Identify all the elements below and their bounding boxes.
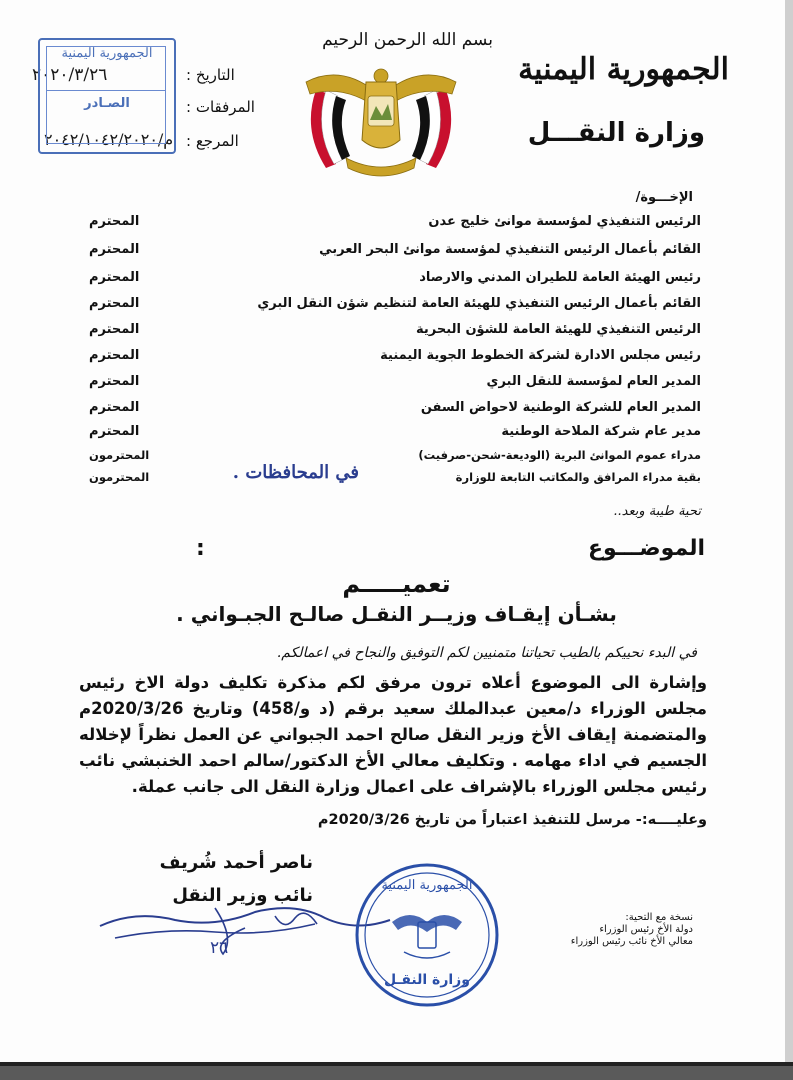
scan-edge-right: [785, 0, 793, 1066]
signatory-title: نائب وزير النقل: [172, 885, 313, 906]
recipient-honorific: المحترمون: [89, 448, 150, 462]
subject-label: الموضـــوع: [588, 536, 705, 561]
handwritten-addition: في المحافظات .: [232, 462, 359, 483]
handwritten-salute: في البدء نحييكم بالطيب تحياتنا متمنيين لكم التوفيق والنجاح في اعمالكم.: [276, 645, 697, 661]
scan-edge-bottom: [0, 1066, 793, 1080]
recipient-honorific: المحترم: [89, 296, 140, 311]
subject-colon: :: [196, 536, 205, 561]
reference-label: المرجع :: [186, 132, 239, 150]
recipient-row: [89, 296, 701, 316]
recipient-row: [89, 400, 701, 420]
recipient-name: مدراء عموم الموانئ البرية (الوديعة-شحن-صرفيت): [418, 448, 701, 462]
recipient-row: [89, 448, 701, 468]
letter-body: وإشارة الى الموضوع أعلاه ترون مرفق لكم مذكرة تكليف دولة الاخ رئيس مجلس الوزراء د/معين عبدالملك سعيد برقم (د و/458) وتاريخ 2020/3/26م والمتضمنة إيقاف الأخ وزير النقل صالح احمد الجبواني عن العمل نظراً لإخلاله الجسيم في اداء مهامه . وتكليف معالي الأخ الدكتور/سالم احمد الخنبشي نائب رئيس مجلس الوزراء بالإشراف على اعمال وزارة النقل الى جانب عملة.: [79, 673, 708, 796]
recipient-name: رئيس الهيئة العامة للطيران المدني والارصاد: [419, 270, 701, 285]
subject-regarding: بشـأن إيقـاف وزيــر النقـل صالـح الجبـواني .: [176, 602, 617, 626]
recipient-row: [89, 424, 701, 444]
basmala: بسم الله الرحمن الرحيم: [322, 30, 493, 50]
seal-country: الجمهورية اليمنية: [381, 878, 473, 893]
recipient-name: الرئيس التنفيذي لمؤسسة موانئ خليج عدن: [428, 214, 701, 229]
signatory-name: ناصر أحمد شُريف: [159, 852, 313, 873]
recipient-row: [89, 348, 701, 368]
recipient-honorific: المحترم: [89, 242, 140, 257]
copies-list: [571, 912, 693, 948]
recipient-row: [89, 462, 701, 490]
recipient-honorific: المحترم: [89, 348, 140, 363]
attachments-label: المرفقات :: [186, 98, 255, 116]
recipient-row: [89, 242, 701, 262]
copy-item: دولة الأخ رئيس الوزراء: [599, 924, 693, 935]
copies-heading: نسخة مع التحية:: [625, 912, 693, 923]
recipient-row: [89, 374, 701, 394]
recipient-name: الرئيس التنفيذي للهيئة العامة للشؤن البحرية: [416, 322, 701, 337]
recipient-honorific: المحترم: [89, 214, 140, 229]
stamp-outgoing: الصـادر: [84, 96, 130, 111]
recipient-name: رئيس مجلس الادارة لشركة الخطوط الجوية اليمنية: [380, 348, 701, 363]
recipient-honorific: المحترم: [89, 424, 140, 439]
recipient-name: مدير عام شركة الملاحة الوطنية: [501, 424, 701, 439]
reference-value: م/٢٠٤٢/١٠٤٢/٢٠٢٠: [44, 130, 174, 149]
recipient-row: [89, 214, 701, 234]
recipient-name: بقية مدراء المرافق والمكاتب التابعة للوزارة: [455, 470, 701, 484]
seal-ministry: وزارة النقـل: [384, 972, 470, 988]
recipient-honorific: المحترم: [89, 400, 140, 415]
signature-number: ٢٦: [210, 938, 229, 958]
recipient-honorific: المحترم: [89, 374, 140, 389]
recipient-name: المدير العام لمؤسسة للنقل البري: [486, 374, 701, 389]
stamp-country: الجمهورية اليمنية: [61, 46, 153, 61]
date-label: التاريخ :: [186, 66, 235, 84]
country-name: الجمهورية اليمنية: [518, 52, 729, 87]
greeting: تحية طيبة وبعد..: [613, 504, 701, 519]
circular-heading: تعميـــــم: [342, 570, 451, 598]
recipient-honorific: المحترم: [89, 322, 140, 337]
recipients-salutation: الإخـــوة/: [635, 190, 693, 205]
date-value: ٢٠٢٠/٣/٢٦: [32, 65, 108, 85]
recipient-name: القائم بأعمال الرئيس التنفيذي لمؤسسة موانئ البحر العربي: [319, 242, 701, 257]
handwritten-signature: [95, 898, 395, 968]
outgoing-stamp: [38, 38, 176, 154]
ministry-name: وزارة النقـــل: [527, 118, 705, 148]
copy-item: معالي الأخ نائب رئيس الوزراء: [570, 936, 693, 947]
recipient-name: القائم بأعمال الرئيس التنفيذي للهيئة العامة لتنظيم شؤن النقل البري: [257, 296, 701, 311]
closing-line: وعليــــه:- مرسل للتنفيذ اعتباراً من تاريخ 2020/3/26م: [317, 812, 707, 828]
recipient-honorific: المحترمون: [89, 470, 150, 484]
recipient-name: المدير العام للشركة الوطنية لاحواض السفن: [420, 400, 701, 415]
recipient-row: [89, 270, 701, 290]
recipient-row: [89, 322, 701, 342]
yemen-eagle-emblem-icon: [296, 60, 466, 182]
recipient-honorific: المحترم: [89, 270, 140, 285]
